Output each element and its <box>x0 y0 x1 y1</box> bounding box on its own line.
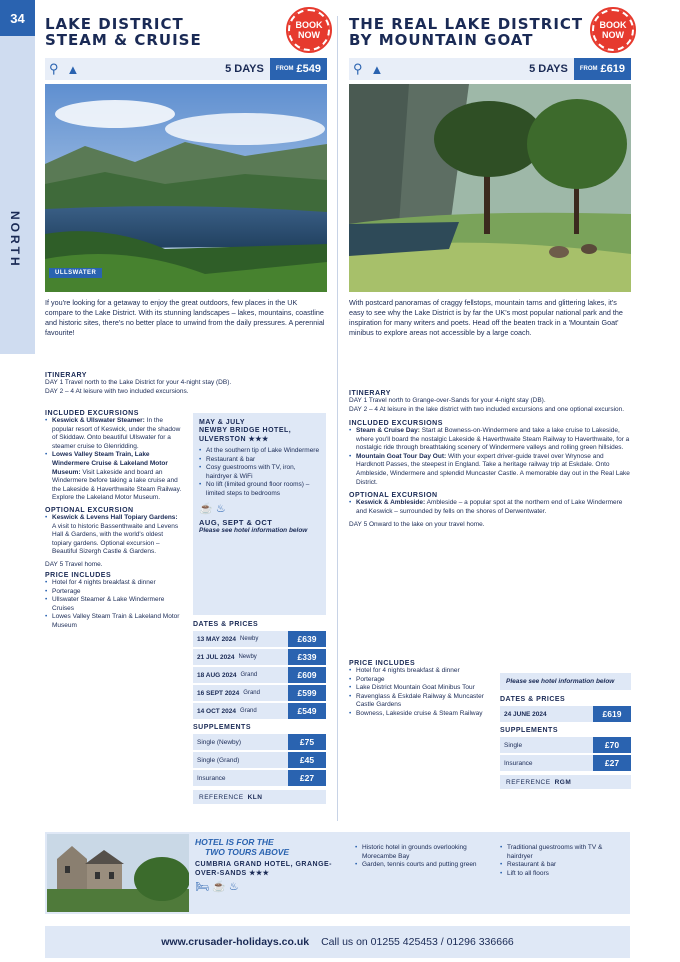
left-book-now-badge[interactable] <box>288 9 330 51</box>
date-price: £549 <box>288 703 326 719</box>
supplement-label: Insurance <box>193 770 288 786</box>
other-info: Please see hotel information below <box>199 526 308 534</box>
hotel-strip-info <box>195 838 345 893</box>
left-hotel-panel <box>193 413 326 615</box>
left-price-tag <box>270 58 327 80</box>
dates-heading: DATES & PRICES <box>193 621 259 628</box>
left-dates-prices <box>193 621 326 804</box>
book-line2: NOW <box>602 30 624 40</box>
supplement-label: Single <box>500 737 593 753</box>
itinerary-day2-4: DAY 2 – 4 At leisure in the lake district with two included excursions and one optional excursion. <box>349 405 625 413</box>
date-hotel: Grand <box>240 672 258 678</box>
right-title <box>349 16 594 48</box>
price-include-item: • Lake District Mountain Goat Minibus Tour <box>349 684 494 693</box>
date-price: £339 <box>288 649 326 665</box>
date-text: 21 JUL 2024 <box>197 653 235 661</box>
date-hotel: Newby <box>240 636 259 642</box>
reference-box <box>500 775 631 789</box>
hotel-feature: • At the southern tip of Lake Windermere <box>199 447 320 456</box>
right-book-now-badge[interactable] <box>592 9 634 51</box>
excursions-heading: INCLUDED EXCURSIONS <box>45 410 139 417</box>
itinerary-day1: DAY 1 Travel north to the Lake District for your 4-night stay (DB). <box>45 379 232 386</box>
date-text: 14 OCT 2024 <box>197 707 237 715</box>
date-text: 18 AUG 2024 <box>197 671 237 679</box>
optional-text: Ambleside – a popular spot at the northern end of Lake Windermere and Keswick – surrounded by fells on the shores of Derwentwater. <box>356 499 623 515</box>
itinerary-day1: DAY 1 Travel north to Grange-over-Sands for your 4-night stay (DB). <box>349 397 546 404</box>
supplement-price: £45 <box>288 752 326 768</box>
left-title <box>45 16 290 48</box>
itinerary-heading: ITINERARY <box>45 372 87 379</box>
day5-text: DAY 5 Travel home. <box>45 560 103 568</box>
date-row <box>193 703 326 719</box>
reference-code: KLN <box>247 793 263 801</box>
date-price: £599 <box>288 685 326 701</box>
supplement-price: £75 <box>288 734 326 750</box>
optional-name: Keswick & Levens Hall Topiary Gardens: <box>52 513 178 521</box>
supplement-price: £70 <box>593 737 631 753</box>
excursion-name: Steam & Cruise Day: <box>356 427 420 434</box>
supplement-price: £27 <box>288 770 326 786</box>
price-includes-heading: PRICE INCLUDES <box>45 571 112 579</box>
optional-text: A visit to historic Bassenthwaite and Levens Hall & Gardens, with the world's oldest topiary gardens. Optional excursion – Beautiful Sizergh Castle & Gardens. <box>52 522 179 556</box>
excursion-text: In the popular resort of Keswick, under the shadow of Skiddaw. Onto beautiful Ullswater for a steamer cruise to Glenridding. <box>52 417 181 450</box>
hotel-photo <box>47 834 189 912</box>
right-itinerary <box>349 390 631 528</box>
optional-heading: OPTIONAL EXCURSION <box>45 506 134 514</box>
hotel-strip-feature: • Traditional guestrooms with TV & hairdryer <box>500 844 625 861</box>
hotel-strip-heading1: HOTEL IS FOR THE <box>195 837 274 847</box>
left-title-line2: STEAM & CRUISE <box>45 31 202 49</box>
excursion-item <box>45 417 183 451</box>
supplement-label: Insurance <box>500 755 593 771</box>
hotel-strip-heading2: TWO TOURS ABOVE <box>205 847 290 857</box>
excursion-text: Visit Lakeside and board an Windermere before taking a lake cruise and the Lakeside & Haverthwaite Steam Railway. Explore the Lakeland Motor Museum. <box>52 468 182 502</box>
right-days: 5 DAYS <box>529 63 568 75</box>
hotel-strip-icons: 🛏 ☕ ♨ <box>195 881 239 893</box>
supplement-label: Single (Grand) <box>193 752 288 768</box>
left-excursions <box>45 410 183 630</box>
from-label: FROM <box>579 66 598 72</box>
hotel-amenity-icons: ☕ ♨ <box>199 502 226 515</box>
page-number: 34 <box>0 0 35 36</box>
date-hotel: Grand <box>243 690 260 696</box>
hotel-feature: • Cosy guestrooms with TV, iron, hairdryer & WiFi <box>199 464 320 481</box>
excursion-text: Start at Bowness-on-Windermere and take a lake cruise to Lakeside, where you'll board the nostalgic Lakeside & Haverthwaite Steam Railway to Haverthwaite, for a nostalgic ride through breathtaking scenery of Windermere valleys and rolling green hillsides. <box>356 427 630 452</box>
optional-heading: OPTIONAL EXCURSION <box>349 492 438 500</box>
price-includes-heading: PRICE INCLUDES <box>349 660 416 667</box>
hotel-name: NEWBY BRIDGE HOTEL, ULVERSTON ★★★ <box>199 427 292 443</box>
left-days: 5 DAYS <box>225 63 264 75</box>
date-price: £639 <box>288 631 326 647</box>
excursions-heading: INCLUDED EXCURSIONS <box>349 420 443 427</box>
excursion-name: Keswick & Ullswater Steamer: <box>52 417 145 424</box>
dates-heading: DATES & PRICES <box>500 696 566 703</box>
right-title-line2: BY MOUNTAIN GOAT <box>349 31 534 49</box>
optional-name: Keswick & Ambleside: <box>356 499 426 507</box>
right-intro: With postcard panoramas of craggy fellstops, mountain tarns and glittering lakes, it's easy to see why the Lake District is by far the UK's most popular national park and the inspiration for many writers and poets. Head off the beaten track in a 'Mountain Goat' minibus to explore areas not accessible by a large coach. <box>349 298 623 337</box>
left-price: £549 <box>296 63 321 75</box>
hotel-strip-feature: • Garden, tennis courts and putting green <box>355 861 480 870</box>
hotel-info-note: Please see hotel information below <box>500 673 631 690</box>
hotel-date-line: MAY & JULY <box>199 419 245 426</box>
supplement-row <box>500 755 631 771</box>
supplement-row <box>193 752 326 768</box>
supplements-heading: SUPPLEMENTS <box>500 727 559 734</box>
date-hotel: Newby <box>238 654 257 660</box>
excursion-item <box>349 427 631 453</box>
price-include-item: • Ravenglass & Eskdale Railway & Muncaster Castle Gardens <box>349 693 494 710</box>
optional-item <box>45 514 183 557</box>
day5-text: DAY 5 Onward to the lake on your travel home. <box>349 521 485 529</box>
footer-website-link[interactable]: www.crusader-holidays.co.uk <box>161 936 310 948</box>
left-info-bar <box>45 58 327 80</box>
reference-label: REFERENCE <box>506 778 551 786</box>
price-include-item: • Ullswater Steamer & Lake Windermere Cruises <box>45 596 183 613</box>
date-text: 24 JUNE 2024 <box>504 710 547 718</box>
date-price: £619 <box>593 706 631 722</box>
reference-label: REFERENCE <box>199 793 244 801</box>
left-title-line1: LAKE DISTRICT <box>45 15 184 33</box>
supplement-price: £27 <box>593 755 631 771</box>
hotel-strip-name: CUMBRIA GRAND HOTEL, GRANGE-OVER-SANDS ★★★ <box>195 861 333 877</box>
excursion-item <box>45 451 183 503</box>
right-title-line1: THE REAL LAKE DISTRICT <box>349 15 584 33</box>
supplement-label: Single (Newby) <box>193 734 288 750</box>
price-include-item: • Porterage <box>45 588 183 597</box>
date-row <box>193 631 326 647</box>
date-price: £609 <box>288 667 326 683</box>
supplement-row <box>193 770 326 786</box>
book-line1: BOOK <box>599 20 627 30</box>
optional-item <box>349 499 631 516</box>
right-price-tag <box>574 58 631 80</box>
other-dates: AUG, SEPT & OCT <box>199 517 273 527</box>
left-photo-ullswater <box>45 84 327 292</box>
coach-icon: ▲ <box>370 61 384 77</box>
date-row <box>193 667 326 683</box>
right-price: £619 <box>600 63 625 75</box>
hotel-strip-col2 <box>500 844 625 878</box>
excursion-name: Mountain Goat Tour Day Out: <box>356 452 447 460</box>
hotel-strip <box>45 832 630 914</box>
excursion-item <box>349 453 631 487</box>
left-intro: If you're looking for a getaway to enjoy the great outdoors, few places in the UK compare to the Lake District. With its stunning landscapes – lakes, mountains, coastline and historic sites, there's no better place to unwind from the daily pressures. A perennial favourite! <box>45 298 325 337</box>
excursion-name: Lowes Valley Steam Train, Lake Windermere Cruise & Lakeland Motor Museum: <box>52 451 168 476</box>
price-include-item: • Lowes Valley Steam Train & Lakeland Motor Museum <box>45 613 183 630</box>
itinerary-day2-4: DAY 2 – 4 At leisure with two included excursions. <box>45 387 189 395</box>
supplement-row <box>500 737 631 753</box>
column-divider <box>337 16 338 821</box>
itinerary-heading: ITINERARY <box>349 390 391 397</box>
supplements-heading: SUPPLEMENTS <box>193 724 252 731</box>
book-line2: NOW <box>298 30 320 40</box>
hotel-feature: • No lift (limited ground floor rooms) – limited steps to bedrooms <box>199 481 320 498</box>
hotel-feature: • Restaurant & bar <box>199 456 320 465</box>
book-line1: BOOK <box>295 20 323 30</box>
reference-code: RGM <box>554 778 572 786</box>
photo-caption-badge: ULLSWATER <box>49 268 102 278</box>
price-include-item: • Hotel for 4 nights breakfast & dinner <box>45 579 183 588</box>
date-text: 16 SEPT 2024 <box>197 689 240 697</box>
coach-icon: ▲ <box>66 61 80 77</box>
footer-phone: Call us on 01255 425453 / 01296 336666 <box>321 936 514 948</box>
excursion-text: With your expert driver-guide travel over Wrynose and Hardknott Passes, the steepest in England. Take a heritage railway trip at Eskdale. Onto Ambleside, Windermere and splendid Muncaster Castle. A memorable day out in the Real Lake District. <box>356 452 630 486</box>
date-row <box>193 649 326 665</box>
from-label: FROM <box>275 66 294 72</box>
right-info-bar <box>349 58 631 80</box>
section-sidebar <box>0 36 35 354</box>
date-text: 13 MAY 2024 <box>197 635 237 643</box>
section-label: NORTH <box>8 211 22 269</box>
price-include-item: • Porterage <box>349 676 494 685</box>
date-row <box>193 685 326 701</box>
right-dates-prices <box>500 673 631 789</box>
supplement-row <box>193 734 326 750</box>
date-row <box>500 706 631 722</box>
location-pin-icon: ⚲ <box>49 61 59 76</box>
hotel-strip-feature: • Lift to all floors <box>500 870 625 879</box>
right-price-includes <box>349 660 494 719</box>
footer-bar <box>45 926 630 958</box>
hotel-strip-feature: • Historic hotel in grounds overlooking Morecambe Bay <box>355 844 480 861</box>
hotel-strip-col1 <box>355 844 480 870</box>
price-include-item: • Bowness, Lakeside cruise & Steam Railway <box>349 710 494 719</box>
reference-box <box>193 790 326 804</box>
price-include-item: • Hotel for 4 nights breakfast & dinner <box>349 667 494 676</box>
date-hotel: Grand <box>240 708 257 714</box>
hotel-strip-feature: • Restaurant & bar <box>500 861 625 870</box>
left-itinerary <box>45 372 327 396</box>
location-pin-icon: ⚲ <box>353 61 363 76</box>
right-photo-lakeside-tree <box>349 84 631 292</box>
